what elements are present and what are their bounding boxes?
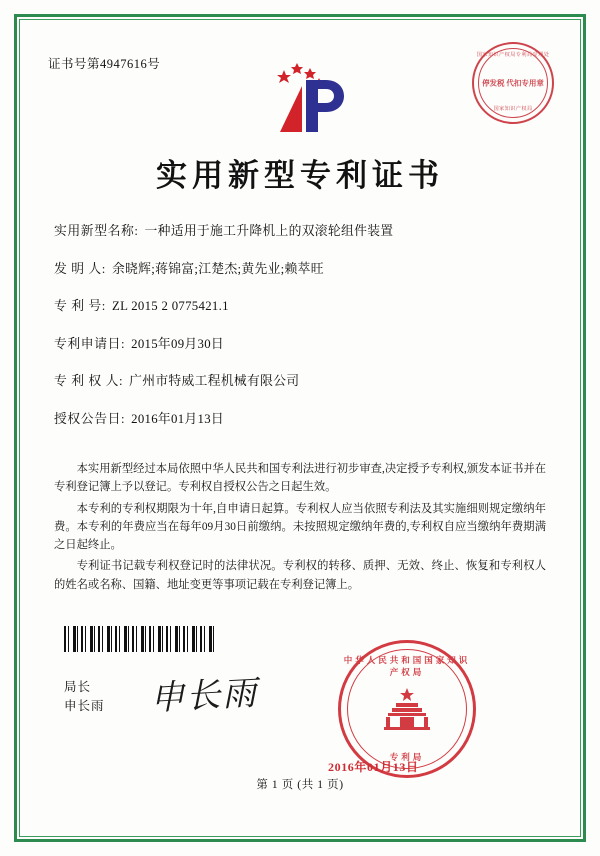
handwritten-signature: 申长雨 [149, 673, 260, 719]
barcode [64, 626, 216, 652]
national-seal-arc-bottom: 专利局 [389, 752, 425, 762]
receipt-seal-arc-top: 国家知识产权局专利局受理处 [476, 52, 550, 58]
field-row [54, 295, 546, 314]
field-row [54, 220, 546, 239]
national-seal-arc-top: 中华人民共和国国家知识产权局 [343, 655, 471, 677]
field-label: 发 明 人: [54, 261, 106, 276]
field-value: 一种适用于施工升降机上的双滚轮组件装置 [144, 224, 394, 238]
field-row [54, 408, 546, 427]
receipt-seal-arc-bottom: 国家知识产权局 [493, 106, 533, 113]
field-value: 2015年09月30日 [131, 336, 225, 351]
seal-date: 2016年01月13日 [328, 760, 419, 774]
field-value: 广州市特威工程机械有限公司 [129, 374, 300, 388]
field-label: 专 利 权 人: [54, 374, 124, 388]
signatory-role: 局长 [64, 680, 92, 694]
legal-paragraph: 专利证书记载专利权登记时的法律状况。专利权的转移、质押、无效、终止、恢复和专利权人的姓名或名称、国籍、地址变更等事项记载在专利登记簿上。 [54, 560, 546, 591]
field-row [54, 258, 546, 277]
signatory-name: 申长雨 [64, 699, 105, 714]
receipt-seal-center: 停发税 代扣专用章 [482, 78, 544, 88]
field-label: 授权公告日: [54, 411, 126, 426]
field-row [54, 333, 546, 352]
field-row [54, 370, 546, 389]
field-label: 专利申请日: [54, 336, 126, 351]
field-value: 余晓辉;蒋锦富;江楚杰;黄先业;赖萃旺 [111, 261, 324, 276]
patent-office-logo-icon [240, 56, 360, 140]
signatory-title [64, 678, 105, 717]
page-number: 第 1 页 (共 1 页) [256, 779, 344, 791]
certificate-content [28, 28, 572, 828]
certificate-number: 证书号第4947616号 [48, 57, 161, 71]
legal-paragraph: 本专利的专利权期限为十年,自申请日起算。专利权人应当依照专利法及其实施细则规定缴纳年费。本专利的年费应当在每年09月30日前缴纳。未按照规定缴纳年费的,专利权自应当缴纳年费期满之日起终止。 [54, 502, 546, 552]
receipt-seal [472, 42, 554, 124]
field-list [54, 220, 546, 445]
page-title: 实用新型专利证书 [156, 158, 444, 194]
field-value: ZL 2015 2 0775421.1 [111, 299, 229, 313]
legal-text [54, 460, 546, 597]
field-label: 实用新型名称: [54, 224, 139, 238]
field-value: 2016年01月13日 [131, 411, 225, 426]
national-emblem-icon [380, 686, 434, 732]
legal-paragraph: 本实用新型经过本局依照中华人民共和国专利法进行初步审查,决定授予专利权,颁发本证书并在专利登记簿上予以登记。专利权自授权公告之日起生效。 [54, 463, 546, 494]
field-label: 专 利 号: [54, 299, 106, 313]
